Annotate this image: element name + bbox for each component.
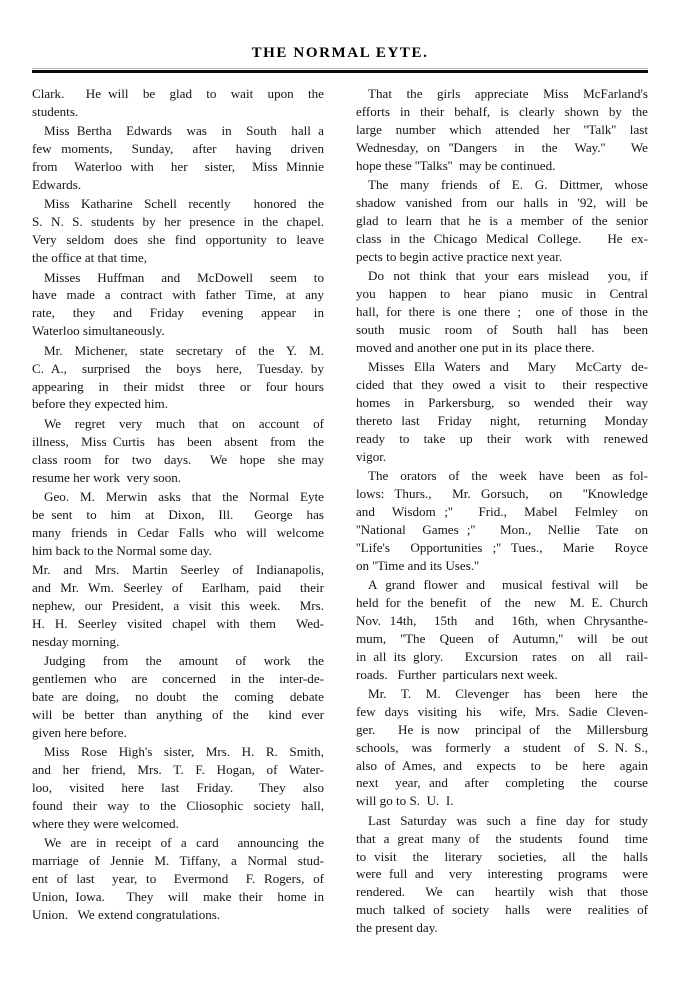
text-line: Miss Rose High's sister, Mrs. H. R. Smith, <box>44 744 324 760</box>
paragraph <box>356 358 648 465</box>
left-column <box>32 85 324 937</box>
column-container <box>32 85 648 937</box>
text-line: will be better than anything of the kind ever <box>32 706 324 722</box>
text-line: We are in receipt of a card announcing the <box>44 835 324 851</box>
text-line: resume her work very soon. <box>32 469 182 485</box>
paragraph <box>356 685 648 810</box>
paragraph <box>356 576 648 683</box>
text-line: much talked of society halls were realities of <box>356 902 648 918</box>
text-line: hall, for there is one there ; one of those in the <box>356 303 648 319</box>
paragraph <box>32 488 324 560</box>
text-line: lows: Thurs., Mr. Gorsuch, on ''Knowledge <box>356 485 648 501</box>
text-line: nesday morning. <box>32 633 120 649</box>
text-line: Geo. M. Merwin asks that the Normal Eyte <box>44 488 324 504</box>
paragraph <box>32 342 324 414</box>
text-line: Mr. T. M. Clevenger has been here the <box>368 685 648 701</box>
text-line: the present day. <box>356 920 438 936</box>
text-line: Judging from the amount of work the <box>44 653 324 669</box>
text-line: pects to begin active practice next year. <box>356 248 563 264</box>
text-line: shadow vanished from our halls in '92, will be <box>356 194 648 210</box>
text-line: Edwards. <box>32 177 82 193</box>
text-line: Mr. Michener, state secretary of the Y. M. <box>44 342 324 358</box>
text-line: nephew, our President, a visit this week. Mrs. <box>32 597 324 613</box>
right-column <box>356 85 648 937</box>
paragraph <box>32 834 324 924</box>
paragraph <box>356 267 648 357</box>
paragraph <box>32 122 324 194</box>
text-line: Union. We extend congratulations. <box>32 906 221 922</box>
paragraph <box>32 561 324 651</box>
text-line: held for the benefit of the new M. E. Church <box>356 594 648 610</box>
text-line: hope these ''Talks'' may be continued. <box>356 157 556 173</box>
paragraph <box>32 85 324 121</box>
text-line: Waterloo simultaneously. <box>32 323 165 339</box>
text-line: Misses Huffman and McDowell seem to <box>44 269 324 285</box>
text-line: will go to S. U. I. <box>356 793 454 809</box>
text-line: ready to take up their work with renewed <box>356 430 648 446</box>
text-line: schools, was formerly a student of S. N. S., <box>356 739 648 755</box>
text-line: The orators of the week have been as fol- <box>368 468 648 484</box>
text-line: gentlemen who are concerned in the inter-de- <box>32 671 324 686</box>
text-line: Miss Bertha Edwards was in South hall a <box>44 123 324 139</box>
text-line: Misses Ella Waters and Mary McCarty de- <box>368 359 648 375</box>
text-line: moved and another one put in its place there. <box>356 339 595 355</box>
text-line: S. N. S. students by her presence in the chapel. <box>32 214 324 230</box>
text-line: rendered. We can heartily wish that those <box>356 884 648 900</box>
paragraph <box>32 415 324 487</box>
text-line: large number which attended her ''Talk'' last <box>356 121 648 137</box>
paragraph <box>32 269 324 341</box>
text-line: marriage of Jennie M. Tiffany, a Normal stud- <box>32 853 324 869</box>
text-line: found their way to the Cliosophic society hall, <box>32 797 324 813</box>
text-line: to visit the literary societies, all the halls <box>356 848 648 864</box>
text-line: That the girls appreciate Miss McFarland's <box>368 86 648 101</box>
text-line: ent of last year, to Evermond F. Rogers, of <box>32 870 324 886</box>
text-line: ''Life's Opportunities ;'' Tues., Marie Royce <box>356 539 648 555</box>
text-line: class in the Chicago Medical College. He ex- <box>356 230 648 246</box>
masthead-rule-thin <box>32 68 648 69</box>
text-line: bate are doing, no doubt the coming debate <box>32 688 324 704</box>
text-line: Wednesday, on ''Dangers in the Way.'' We <box>356 139 648 155</box>
page-title: THE NORMAL EYTE. <box>251 45 429 61</box>
text-line: appearing in their midst three or four hours <box>32 378 324 394</box>
text-line: also of Ames, and expects to be here again <box>356 757 648 773</box>
paragraph <box>32 195 324 267</box>
text-line: Clark. He will be glad to wait upon the <box>32 86 324 101</box>
text-line: The many friends of E. G. Dittmer, whose <box>368 177 648 193</box>
text-line: efforts in their behalf, is clearly shown by the <box>356 103 648 119</box>
text-line: We regret very much that on account of <box>44 415 324 431</box>
text-line: from Waterloo with her sister, Miss Minnie <box>32 159 324 175</box>
text-line: few days visiting his wife, Mrs. Sadie Cleven- <box>356 703 648 719</box>
text-line: Nov. 14th, 15th and 16th, when Chrysanthe- <box>356 612 648 628</box>
text-line: the office at that time, <box>32 250 148 266</box>
paragraph <box>356 467 648 574</box>
paragraph <box>32 652 324 742</box>
paragraph <box>32 743 324 833</box>
text-line: vigor. <box>356 448 387 464</box>
masthead-rule-thick <box>32 70 648 73</box>
text-line: rate, they and Friday evening appear in <box>32 305 324 321</box>
text-line: homes in Parkersburg, so wended their way <box>356 394 648 410</box>
text-line: Mr. and Mrs. Martin Seerley of Indianapolis, <box>32 562 324 578</box>
text-line: few moments, Sunday, after having driven <box>32 141 324 157</box>
paragraph <box>356 176 648 266</box>
text-line: H. H. Seerley visited chapel with them Wed- <box>32 615 324 631</box>
text-line: ''National Games ;'' Mon., Nellie Tate on <box>356 521 648 537</box>
text-line: on ''Time and its Uses.'' <box>356 557 479 573</box>
text-line: be sent to him at Dixon, Ill. George has <box>32 506 324 522</box>
text-line: given here before. <box>32 724 127 740</box>
text-line: and Mr. Wm. Seerley of Earlham, paid their <box>32 579 324 595</box>
text-line: Do not think that your ears mislead you, if <box>368 268 648 284</box>
text-line: where they were welcomed. <box>32 815 179 831</box>
text-line: A grand flower and musical festival will be <box>368 576 648 592</box>
text-line: mum, ''The Queen of Autumn,'' will be out <box>356 630 648 646</box>
text-line: Last Saturday was such a fine day for study <box>368 812 648 828</box>
text-line: ger. He is now principal of the Millersburg <box>356 721 648 737</box>
text-line: Union, Iowa. They will make their home in <box>32 888 324 904</box>
text-line: thereto last Friday night, returning Monday <box>356 412 648 428</box>
text-line: class room for two days. We hope she may <box>32 451 324 467</box>
text-line: many friends in Cedar Falls who will welcome <box>32 524 324 540</box>
text-line: that a great many of the students found time <box>356 830 648 846</box>
text-line: Miss Katharine Schell recently honored the <box>44 196 324 212</box>
paragraph <box>356 85 648 175</box>
text-line: cided that they owed a visit to their respective <box>356 377 648 392</box>
text-line: before they expected him. <box>32 396 168 412</box>
text-line: and her friend, Mrs. T. F. Hogan, of Water- <box>32 762 324 778</box>
text-line: were full and very interesting programs were <box>356 866 648 882</box>
text-line: you happen to hear piano music in Central <box>356 285 648 301</box>
text-line: roads. Further particulars next week. <box>356 666 558 682</box>
text-line: Very seldom does she find opportunity to leave <box>32 232 324 248</box>
masthead-rule <box>32 68 648 73</box>
text-line: and Wisdom ;'' Frid., Mabel Felmley on <box>356 503 648 519</box>
text-line: him back to the Normal some day. <box>32 542 212 558</box>
text-line: glad to learn that he is a member of the senior <box>356 212 648 228</box>
masthead <box>0 0 680 62</box>
text-line: students. <box>32 103 79 119</box>
text-line: next year, and after completing the course <box>356 775 648 791</box>
text-line: C. A., surprised the boys here, Tuesday. by <box>32 360 324 376</box>
paragraph <box>356 812 648 937</box>
text-line: south music room of South hall has been <box>356 321 648 337</box>
text-line: illness, Miss Curtis has been absent from the <box>32 433 324 449</box>
text-line: loo, visited here last Friday. They also <box>32 779 324 795</box>
text-line: in all its glory. Excursion rates on all rail- <box>356 648 648 664</box>
text-line: have made a contract with father Time, at any <box>32 287 324 303</box>
